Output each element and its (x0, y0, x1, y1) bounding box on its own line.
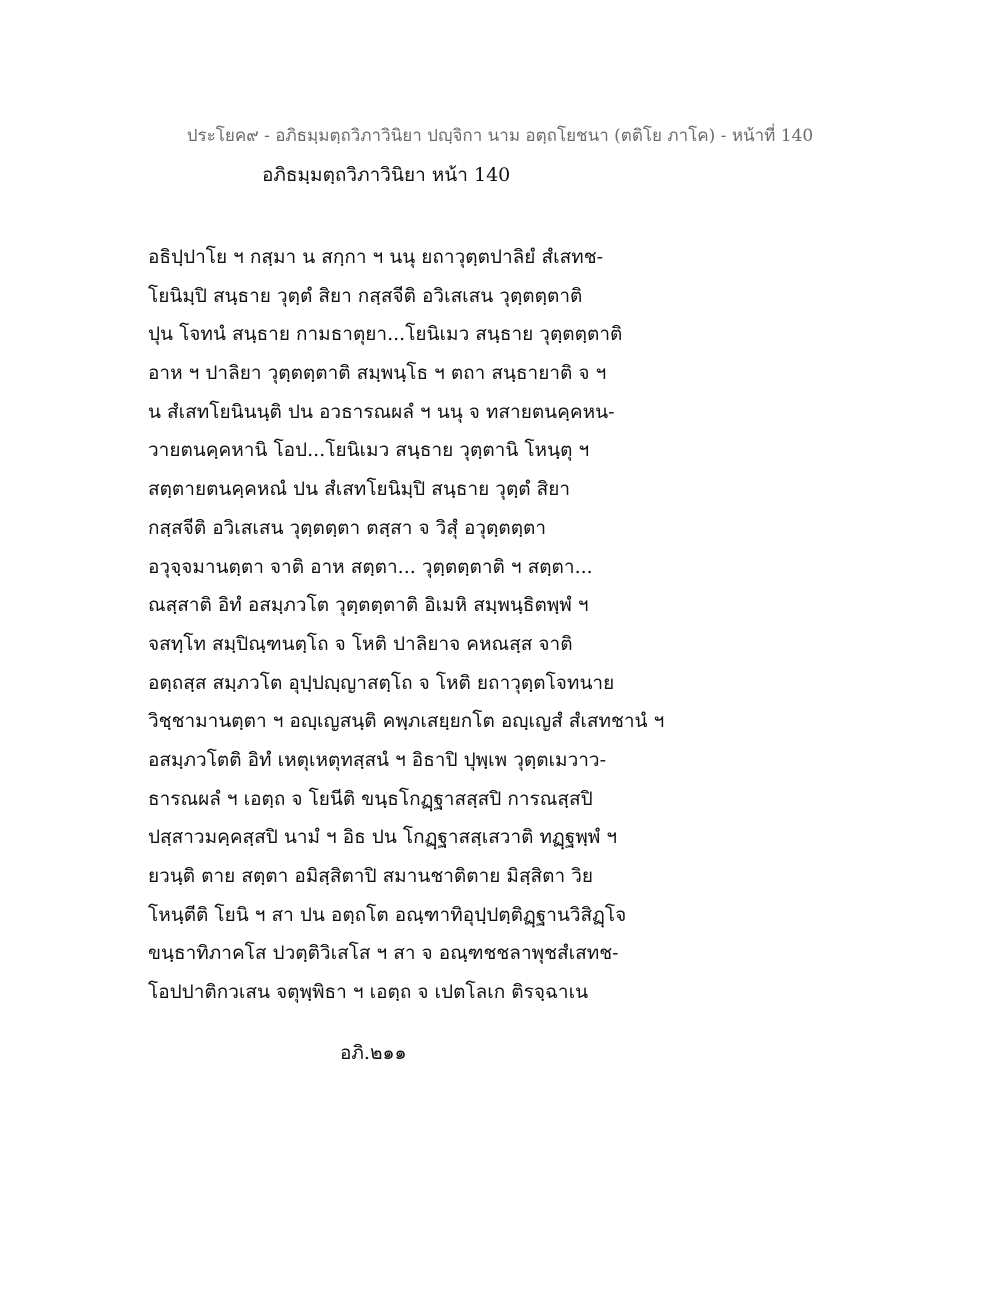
text-line: ณสฺสาติ อิทํ อสมฺภวโต วุตฺตตฺตาติ อิเมหิ สมฺพนฺธิตพฺพํ ฯ (148, 594, 589, 617)
text-line: ปุน โจทนํ สนฺธาย กามธาตุยา...โยนิเมว สนฺธาย วุตฺตตฺตาติ (148, 323, 623, 346)
text-line: โยนิมฺปิ สนฺธาย วุตฺตํ สิยา กสฺสจีติ อวิเสเสน วุตฺตตฺตาติ (148, 284, 583, 307)
text-line: ธารณผลํ ฯ เอตฺถ จ โยนีติ ขนฺธโกฏฺฐาสสฺสปิ การณสฺสปิ (148, 787, 593, 810)
page-footer: อภิ.๒๑๑ (340, 1042, 407, 1064)
text-line: ขนฺธาทิภาคโส ปวตฺติวิเสโส ฯ สา จ อณฺฑชชลาพุชสํเสทช- (148, 942, 619, 965)
text-line: อวุจฺจมานตฺตา จาติ อาห สตฺตา... วุตฺตตฺตาติ ฯ สตฺตา... (148, 555, 593, 578)
text-line: กสฺสจีติ อวิเสเสน วุตฺตตฺตา ตสฺสา จ วิสุํ อวุตฺตตฺตา (148, 516, 547, 539)
text-line: อาห ฯ ปาลิยา วุตฺตตฺตาติ สมฺพนฺโธ ฯ ตถา สนฺธายาติ จ ฯ (148, 362, 607, 385)
text-line: โหนฺตีติ โยนิ ฯ สา ปน อตฺถโต อณฺฑาทิอุปฺปตฺติฏฺฐานวิสิฏฺโจ (148, 903, 627, 926)
text-line: สตฺตายตนคฺคหณํ ปน สํเสทโยนิมฺปิ สนฺธาย วุตฺตํ สิยา (148, 478, 571, 501)
text-line: โอปปาติกวเสน จตุพฺพิธา ฯ เอตฺถ จ เปตโลเก ติรจฺฉาเน (148, 981, 589, 1004)
text-line: ยวนฺติ ตาย สตฺตา อมิสฺสิตาปิ สมานชาติตาย มิสฺสิตา วิย (148, 865, 593, 887)
text-line: น สํเสทโยนินนฺติ ปน อวธารณผลํ ฯ นนุ จ ทสายตนคฺคหน- (148, 400, 615, 423)
body-text (148, 238, 708, 1012)
text-line: วิชฺชามานตฺตา ฯ อญฺเญสนฺติ คพฺภเสยฺยกโต อญฺเญสํ สํเสทชานํ ฯ (148, 710, 665, 733)
text-line: อสมฺภวโตติ อิทํ เหตุเหตุทสฺสนํ ฯ อิธาปิ ปุพฺเพ วุตฺตเมวาว- (148, 748, 607, 771)
text-line: อตฺถสฺส สมฺภวโต อุปฺปญฺญาสตฺโถ จ โหติ ยถาวุตฺตโจทนาย (148, 671, 615, 694)
text-line: จสทฺโท สมฺปิณฺฑนตฺโถ จ โหติ ปาลิยาจ คหณสฺส จาติ (148, 632, 573, 655)
page-heading: อภิธมฺมตฺถวิภาวินิยา หน้า 140 (262, 164, 511, 186)
text-line: วายตนคฺคหานิ โอป...โยนิเมว สนฺธาย วุตฺตานิ โหนฺตุ ฯ (148, 439, 590, 462)
text-line: อธิปฺปาโย ฯ กสฺมา น สกฺกา ฯ นนุ ยถาวุตฺตปาลิยํ สํเสทช- (148, 246, 604, 268)
text-line: ปสฺสาวมคฺคสฺสปิ นามํ ฯ อิธ ปน โกฏฺฐาสสฺเสวาติ ทฏฺฐพฺพํ ฯ (148, 826, 618, 849)
running-header: ประโยค๙ - อภิธมฺมตฺถวิภาวินิยา ปญฺจิกา นาม อตฺถโยชนา (ตติโย ภาโค) - หน้าที่ 140 (186, 126, 814, 146)
